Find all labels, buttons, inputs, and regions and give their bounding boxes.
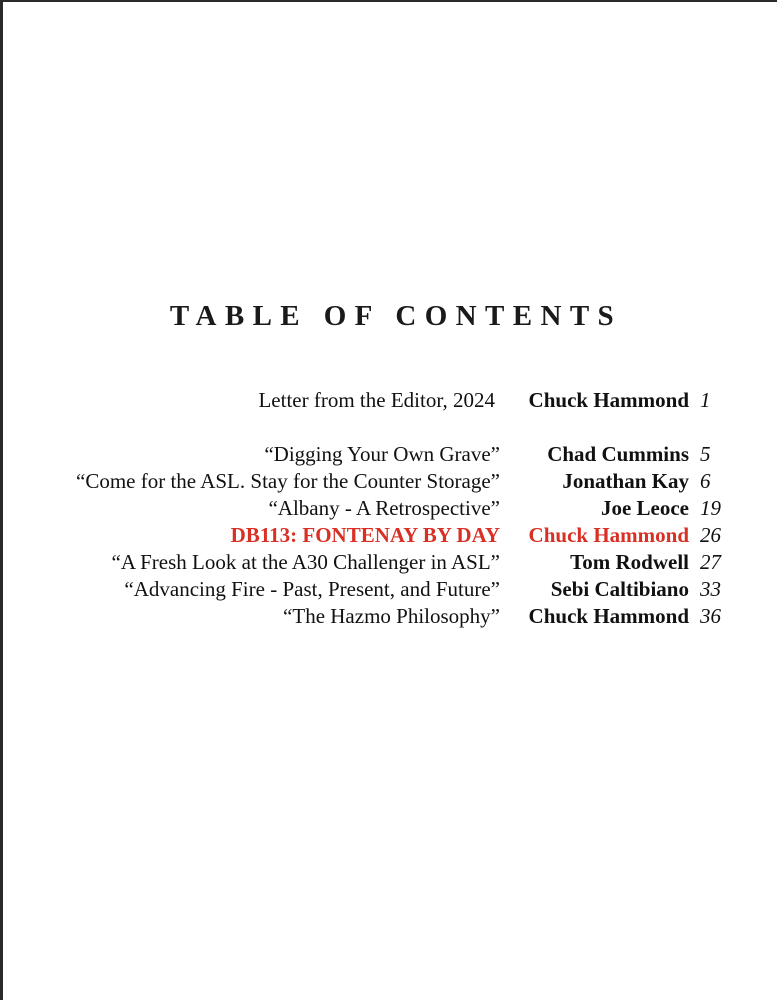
entry-page-number: 19 (700, 496, 721, 520)
entry-page-number: 5 (700, 442, 711, 466)
entry-author: Chad Cummins (547, 442, 689, 466)
toc-heading: TABLE OF CONTENTS (169, 300, 623, 332)
toc-entry-highlighted (3, 522, 777, 548)
entry-title: Letter from the Editor, 2024 (258, 388, 495, 412)
document-page (3, 2, 777, 1000)
entry-page-number: 6 (700, 469, 711, 493)
entry-page-number: 27 (700, 550, 721, 574)
toc-entry (3, 468, 777, 494)
entry-page-number: 1 (700, 388, 711, 412)
entry-title: “A Fresh Look at the A30 Challenger in ASL” (111, 550, 500, 574)
entry-title: “Digging Your Own Grave” (264, 442, 500, 466)
entry-page-number: 26 (700, 523, 721, 547)
toc-entry (3, 441, 777, 467)
entry-author: Jonathan Kay (562, 469, 689, 493)
entry-page-number: 36 (700, 604, 721, 628)
entry-author: Sebi Caltibiano (550, 577, 689, 601)
entry-title: DB113: FONTENAY BY DAY (230, 523, 500, 547)
entry-author: Joe Leoce (600, 496, 689, 520)
entry-title: “Albany - A Retrospective” (268, 496, 500, 520)
entry-page-number: 33 (700, 577, 721, 601)
entry-title: “Advancing Fire - Past, Present, and Future” (124, 577, 500, 601)
entry-author: Tom Rodwell (570, 550, 689, 574)
entry-author: Chuck Hammond (528, 388, 689, 412)
toc-entry (3, 549, 777, 575)
toc-entry (3, 576, 777, 602)
entry-title: “Come for the ASL. Stay for the Counter Storage” (76, 469, 500, 493)
toc-entry (3, 495, 777, 521)
entry-author: Chuck Hammond (528, 604, 689, 628)
toc-entry (3, 603, 777, 629)
entry-title: “The Hazmo Philosophy” (283, 604, 500, 628)
toc-entry (3, 387, 777, 413)
toc-entries (3, 2, 777, 1000)
entry-author: Chuck Hammond (528, 523, 689, 547)
